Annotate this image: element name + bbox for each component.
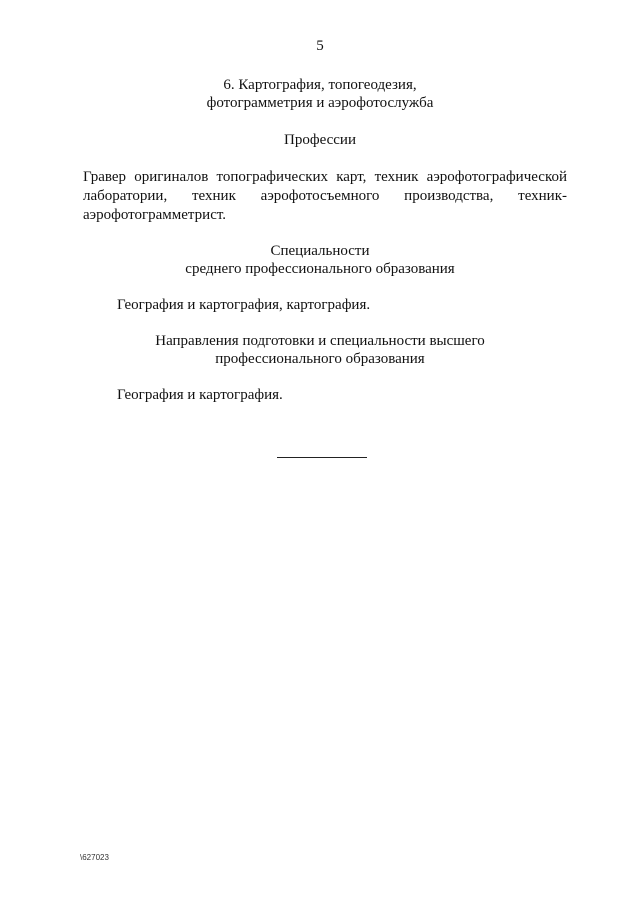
document-code: \627023 (80, 853, 109, 862)
secondary-education-heading-line-2: среднего профессионального образования (185, 261, 455, 277)
higher-education-heading (60, 332, 580, 368)
higher-education-heading-line-2: профессионального образования (215, 351, 425, 367)
secondary-education-heading-line-1: Специальности (270, 243, 370, 259)
end-divider (277, 457, 367, 458)
secondary-education-paragraph: География и картография, картография. (117, 297, 371, 313)
secondary-education-heading (60, 242, 580, 278)
section-title-line-1: 6. Картография, топогеодезия, (223, 77, 417, 93)
professions-heading-text: Профессии (284, 132, 356, 148)
higher-education-heading-line-1: Направления подготовки и специальности высшего (155, 333, 485, 349)
higher-education-paragraph: География и картография. (117, 387, 283, 403)
professions-paragraph: Гравер оригиналов топографических карт, техник аэрофотографической лаборатории, техник аэрофотосъемного производства, техник-аэрофотограмметрист. (83, 169, 567, 223)
section-title (60, 76, 580, 112)
page-number: 5 (316, 38, 324, 54)
section-title-line-2: фотограмметрия и аэрофотослужба (206, 95, 434, 111)
professions-heading (60, 131, 580, 149)
